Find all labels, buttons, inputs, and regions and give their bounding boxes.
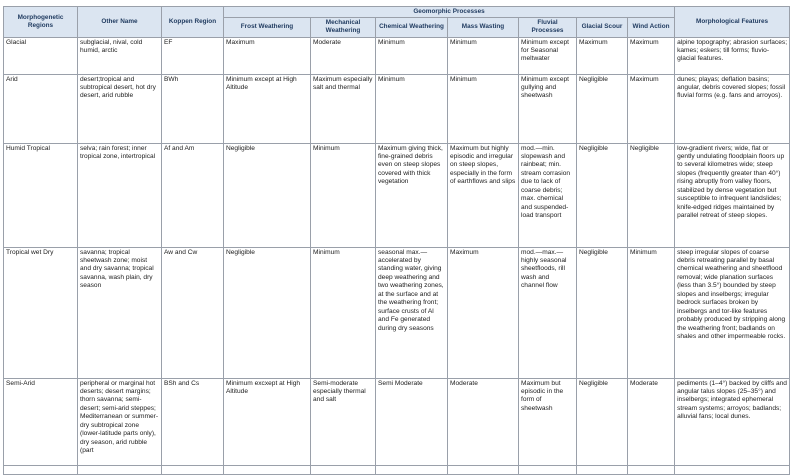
cell-cut-off xyxy=(162,465,224,474)
cell-mechanical-weathering: Minimum xyxy=(311,247,376,378)
cell-koppen: Aw and Cw xyxy=(162,247,224,378)
cell-fluvial-processes: Maximum but episodic in the form of sheetwash xyxy=(519,378,577,465)
cell-wind-action: Minimum xyxy=(628,247,675,378)
header-mechanical-weathering: Mechanical Weathering xyxy=(311,18,376,37)
cell-wind-action: Negligible xyxy=(628,143,675,247)
cell-features: low-gradient rivers; wide, flat or gently undulating floodplain floors up to several kilometres wide; steep slopes (frequently greater than 40°) rising abruptly from valley floors, stabilized by dense vegetation but susceptible to infrequent landslides; knife-edged ridges maintained by parallel retreat of steep slopes. xyxy=(675,143,790,247)
header-geomorphic-processes: Geomorphic Processes xyxy=(224,7,675,18)
cell-mechanical-weathering: Minimum xyxy=(311,143,376,247)
cell-chemical-weathering: Semi Moderate xyxy=(376,378,448,465)
cell-mass-wasting: Maximum xyxy=(448,247,519,378)
cell-region: Tropical wet Dry xyxy=(4,247,78,378)
cell-glacial-scour: Maximum xyxy=(577,37,628,74)
cell-frost-weathering: Negligible xyxy=(224,247,311,378)
cell-fluvial-processes: mod.—min. slopewash and rainbeat; min. stream corrasion due to lack of coarse debris; max. chemical and suspended-load transport xyxy=(519,143,577,247)
cell-glacial-scour: Negligible xyxy=(577,143,628,247)
cell-wind-action: Moderate xyxy=(628,378,675,465)
cell-glacial-scour: Negligible xyxy=(577,247,628,378)
header-fluvial-processes: Fluvial Processes xyxy=(519,18,577,37)
cell-chemical-weathering: Maximum giving thick, fine-grained debris even on steep slopes covered with thick vegetation xyxy=(376,143,448,247)
cell-features: pediments (1–4°) backed by cliffs and angular talus slopes (25–35°) and inselbergs; integrated ephemeral stream systems; arroyos; badlands; alluvial fans; local dunes. xyxy=(675,378,790,465)
cell-glacial-scour: Negligible xyxy=(577,74,628,143)
cell-mass-wasting: Moderate xyxy=(448,378,519,465)
cell-mechanical-weathering: Moderate xyxy=(311,37,376,74)
cell-cut-off xyxy=(224,465,311,474)
cell-mechanical-weathering: Maximum especially salt and thermal xyxy=(311,74,376,143)
cell-other-name: desert;tropical and subtropical desert, hot dry desert, arid rubble xyxy=(78,74,162,143)
cell-cut-off xyxy=(519,465,577,474)
table-header xyxy=(4,7,790,38)
cell-fluvial-processes: Minimum except gullying and sheetwash xyxy=(519,74,577,143)
header-wind-action: Wind Action xyxy=(628,18,675,37)
cell-frost-weathering: Maximum xyxy=(224,37,311,74)
header-frost-weathering: Frost Weathering xyxy=(224,18,311,37)
cell-fluvial-processes: mod.—max.—highly seasonal sheetfloods, rill wash and channel flow xyxy=(519,247,577,378)
table-row xyxy=(4,74,790,143)
cell-cut-off xyxy=(448,465,519,474)
cell-wind-action: Maximum xyxy=(628,74,675,143)
cell-region: Arid xyxy=(4,74,78,143)
table-row xyxy=(4,143,790,247)
header-koppen: Koppen Region xyxy=(162,7,224,38)
cell-chemical-weathering: seasonal max.—accelerated by standing water, giving deep weathering and two weathering zones, at the surface and at the weathering front; surface crusts of Al and Fe generated during dry seasons xyxy=(376,247,448,378)
cell-wind-action: Maximum xyxy=(628,37,675,74)
cell-features: dunes; playas; deflation basins; angular, debris covered slopes; fossil fluvial forms (e.g. fans and arroyos). xyxy=(675,74,790,143)
cell-features: steep irregular slopes of coarse debris retreating parallel by basal chemical weathering and sheetflood removal; wide planation surfaces (less than 3.5°) bounded by steep slopes and inselbergs; irregular bedrock surfaces broken by inselbergs and tor-like features probably produced by stripping along the weathering front; badlands on shales and other impermeable rocks. xyxy=(675,247,790,378)
table-row xyxy=(4,37,790,74)
cell-chemical-weathering: Minimum xyxy=(376,37,448,74)
cell-koppen: BWh xyxy=(162,74,224,143)
cell-other-name: savanna; tropical sheetwash zone; moist and dry savanna; tropical savanna, wash plain, dry season xyxy=(78,247,162,378)
header-glacial-scour: Glacial Scour xyxy=(577,18,628,37)
header-features: Morphological Features xyxy=(675,7,790,38)
table-body xyxy=(4,37,790,474)
cell-fluvial-processes: Minimum except for Seasonal meltwater xyxy=(519,37,577,74)
cell-mechanical-weathering: Semi-moderate especially thermal and salt xyxy=(311,378,376,465)
cell-features: alpine topography; abrasion surfaces; kames; eskers; till forms; fluvio-glacial features. xyxy=(675,37,790,74)
header-region: Morphogenetic Regions xyxy=(4,7,78,38)
cell-region: Semi-Arid xyxy=(4,378,78,465)
header-other-name: Other Name xyxy=(78,7,162,38)
cell-cut-off xyxy=(78,465,162,474)
cell-mass-wasting: Maximum but highly episodic and irregular on steep slopes, especially in the form of earthflows and slips xyxy=(448,143,519,247)
cell-koppen: Af and Am xyxy=(162,143,224,247)
cell-cut-off xyxy=(675,465,790,474)
morphogenetic-regions-table xyxy=(3,6,790,475)
cell-frost-weathering: Minimum excxept at High Altitude xyxy=(224,378,311,465)
table-row xyxy=(4,378,790,465)
table-row xyxy=(4,247,790,378)
cell-frost-weathering: Minimum except at High Altitude xyxy=(224,74,311,143)
cell-mass-wasting: Minimum xyxy=(448,74,519,143)
cell-koppen: EF xyxy=(162,37,224,74)
cell-cut-off xyxy=(311,465,376,474)
header-chemical-weathering: Chemical Weathering xyxy=(376,18,448,37)
table-row-partial xyxy=(4,465,790,474)
cell-cut-off xyxy=(376,465,448,474)
table-wrapper xyxy=(3,6,789,475)
cell-region: Humid Tropical xyxy=(4,143,78,247)
cell-frost-weathering: Negligible xyxy=(224,143,311,247)
cell-other-name: subglacial, nival, cold humid, arctic xyxy=(78,37,162,74)
cell-koppen: BSh and Cs xyxy=(162,378,224,465)
header-mass-wasting: Mass Wasting xyxy=(448,18,519,37)
cell-mass-wasting: Minimum xyxy=(448,37,519,74)
cell-cut-off xyxy=(577,465,628,474)
cell-other-name: peripheral or marginal hot deserts; desert margins; thorn savanna; semi-desert; semi-arid steppes; Mediterranean or summer-dry subtropical zone (lower-latitude parts only), dry season, arid rubble (part xyxy=(78,378,162,465)
cell-cut-off xyxy=(4,465,78,474)
cell-cut-off xyxy=(628,465,675,474)
cell-region: Glacial xyxy=(4,37,78,74)
cell-glacial-scour: Negligible xyxy=(577,378,628,465)
cell-other-name: selva; rain forest; inner tropical zone, intertropical xyxy=(78,143,162,247)
cell-chemical-weathering: Minimum xyxy=(376,74,448,143)
